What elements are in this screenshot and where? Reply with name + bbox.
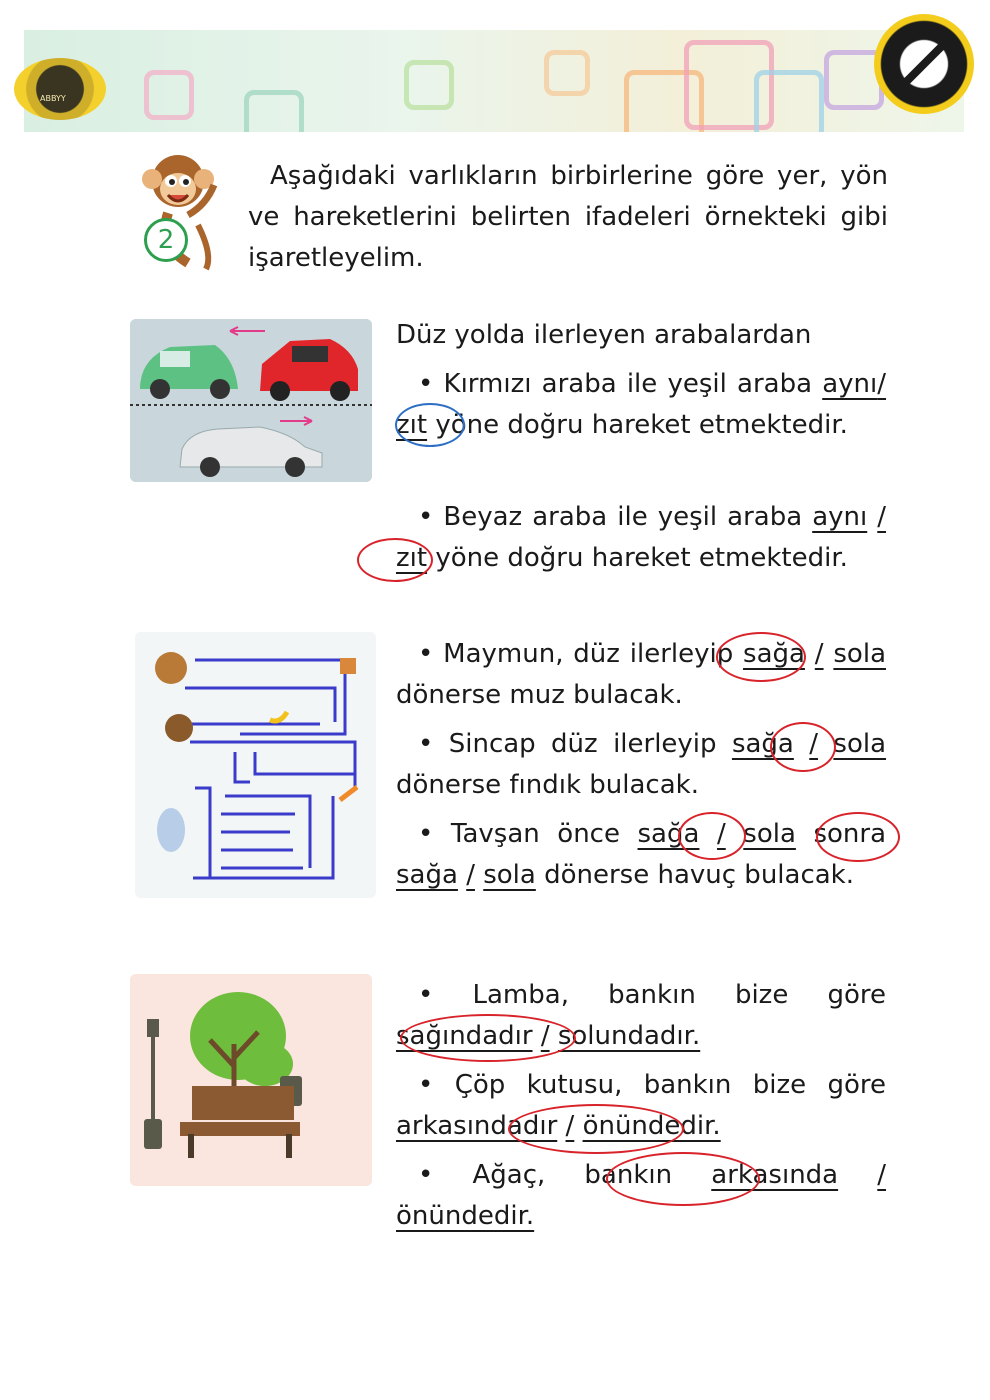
option-left[interactable]: sola	[483, 860, 536, 890]
option-behind[interactable]: arkasında	[711, 1160, 839, 1190]
option-opposite[interactable]: zıt	[396, 410, 428, 440]
option-left[interactable]: sola	[833, 639, 886, 669]
option-left[interactable]: sola	[833, 729, 887, 759]
squirrel-icon	[165, 714, 193, 742]
monkey-mascot-icon	[128, 145, 238, 275]
section1-intro: Düz yolda ilerleyen arabalardan	[396, 320, 812, 350]
section1-item2: • Beyaz araba ile yeşil araba aynı / zıt yöne doğru hareket etmektedir.	[396, 502, 887, 573]
maze-illustration	[135, 632, 376, 898]
abbyy-logo-left	[14, 58, 106, 120]
instruction-text: Aşağıdaki varlıkların birbirlerine göre yer, yön ve hareketlerini belirten ifadeleri örnekteki gibi işaretleyelim.	[248, 161, 888, 273]
option-right-of[interactable]: sağındadır	[396, 1021, 533, 1051]
option-same[interactable]: aynı	[822, 369, 878, 399]
option-right[interactable]: sağa	[731, 729, 794, 759]
question-number-badge: 2	[144, 218, 188, 262]
option-in-front[interactable]: önündedir.	[396, 1201, 535, 1231]
option-opposite[interactable]: zıt	[396, 543, 428, 573]
option-same[interactable]: aynı	[812, 502, 868, 532]
answer-circle	[716, 632, 806, 682]
section3-item2: • Çöp kutusu, bankın bize göre arkasındadır / önündedir.	[396, 1070, 886, 1141]
answer-circle	[357, 538, 433, 582]
monkey-icon	[155, 652, 187, 684]
answer-circle	[400, 1014, 576, 1062]
answer-circle	[508, 1104, 684, 1154]
option-right[interactable]: sağa	[743, 639, 805, 669]
section3-item1: • Lamba, bankın bize göre sağındadır / solundadır.	[396, 980, 887, 1051]
section1-item1: • Kırmızı araba ile yeşil araba aynı/ zıt yöne doğru hareket etmektedir.	[396, 369, 886, 440]
abbyy-buy-badge[interactable]	[874, 14, 974, 114]
section2-item3: • Tavşan önce sağa / sola sonra sağa / sola dönerse havuç bulacak.	[396, 819, 887, 890]
option-in-front[interactable]: önündedir.	[582, 1111, 721, 1141]
answer-circle	[678, 812, 746, 860]
header-banner	[24, 30, 964, 132]
answer-circle	[395, 403, 465, 447]
abbyy-logo-left-text: ABBYY	[40, 94, 66, 103]
hazelnut-icon	[340, 658, 356, 674]
answer-circle	[606, 1152, 760, 1206]
rabbit-icon	[157, 808, 185, 852]
option-right[interactable]: sağa	[396, 860, 458, 890]
answer-circle	[770, 722, 836, 772]
prohibition-slash-icon	[901, 41, 946, 86]
section3-item3: • Ağaç, bankın arkasında / önündedir.	[396, 1160, 887, 1231]
answer-circle	[816, 812, 900, 862]
option-left-of[interactable]: solundadır.	[557, 1021, 701, 1051]
park-illustration	[130, 974, 372, 1186]
option-behind[interactable]: arkasındadır	[396, 1111, 558, 1141]
cars-illustration	[130, 319, 372, 482]
section2-item1: • Maymun, düz ilerleyip sağa / sola dönerse muz bulacak.	[396, 639, 886, 710]
section2-item2: • Sincap düz ilerleyip sağa / sola dönerse fındık bulacak.	[396, 729, 887, 800]
option-right[interactable]: sağa	[637, 819, 700, 849]
option-left[interactable]: sola	[743, 819, 796, 849]
